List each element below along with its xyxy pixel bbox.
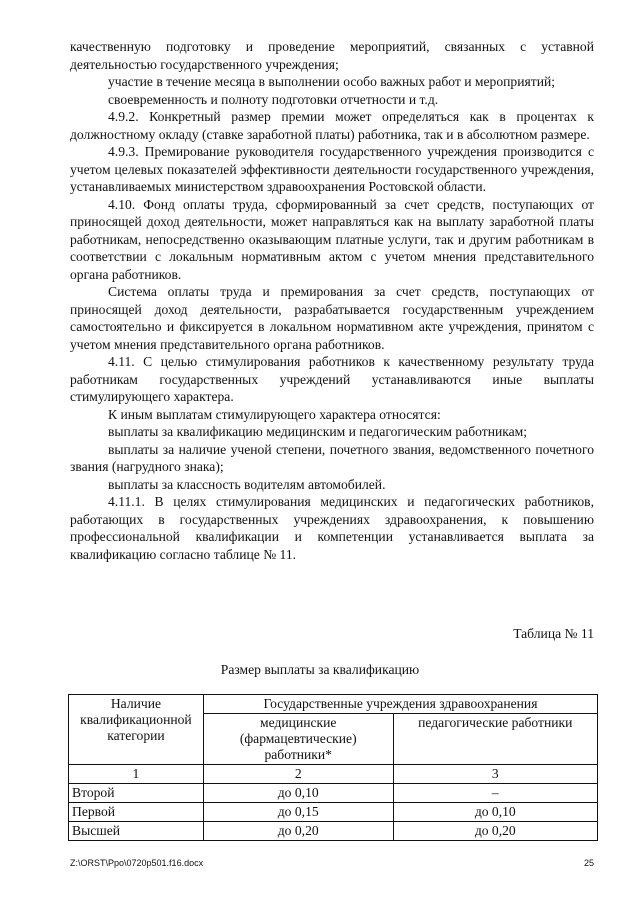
- column-number: 3: [393, 765, 597, 784]
- pedagogical-value-cell: –: [393, 784, 597, 803]
- paragraph: своевременность и полноту подготовки отчетности и т.д.: [108, 91, 439, 107]
- medical-value-cell: до 0,15: [203, 803, 393, 822]
- footer-file-path: Z:\ORST\Ppo\0720p501.f16.docx: [70, 858, 204, 868]
- paragraph: Система оплаты труда и премирования за счет средств, поступающих от приносящей доход деятельности, разрабатывается государственным учреждением самостоятельно и фиксируется в локальном нормативном акте учреждения, принятом с учетом мнения представительного органа работников.: [70, 284, 594, 352]
- pedagogical-value-cell: до 0,20: [393, 822, 597, 841]
- category-cell: Высшей: [69, 822, 204, 841]
- paragraph: 4.11. С целью стимулирования работников к качественному результату труда работникам государственных учреждений устанавливаются иные выплаты стимулирующего характера.: [70, 354, 594, 404]
- body-text: [70, 38, 594, 563]
- medical-value-cell: до 0,10: [203, 784, 393, 803]
- paragraph: выплаты за наличие ученой степени, почетного звания, ведомственного почетного звания (нагрудного знака);: [70, 441, 594, 474]
- qualification-table: [68, 694, 598, 841]
- header-pedagogical: педагогические работники: [393, 714, 597, 765]
- paragraph: 4.10. Фонд оплаты труда, сформированный за счет средств, поступающих от приносящей доход деятельности, может направляться как на выплату заработной платы работникам, непосредственно оказывающим платные услуги, так и другим работникам в соответствии с локальным нормативным актом с учетом мнения представительного органа работников.: [70, 196, 594, 282]
- table-row: [69, 803, 598, 822]
- category-cell: Первой: [69, 803, 204, 822]
- paragraph: 4.9.3. Премирование руководителя государственного учреждения производится с учетом целевых показателей эффективности деятельности государственного учреждения, устанавливаемых министерством здравоохранения Ростовской области.: [70, 144, 594, 194]
- paragraph: выплаты за квалификацию медицинским и педагогическим работникам;: [108, 424, 528, 439]
- header-category: Наличие квалификационной категории: [69, 695, 204, 765]
- header-medical: медицинские (фармацевтические) работники*: [203, 714, 393, 765]
- medical-value-cell: до 0,20: [203, 822, 393, 841]
- column-number: 1: [69, 765, 204, 784]
- paragraph: 4.11.1. В целях стимулирования медицинских и педагогических работников, работающих в государственных учреждениях здравоохранения, к повышению профессиональной квалификации и компетенции устанавливается выплата за квалификацию согласно таблице № 11.: [70, 494, 594, 562]
- category-cell: Второй: [69, 784, 204, 803]
- header-institutions: Государственные учреждения здравоохранения: [203, 695, 597, 714]
- table-row: [69, 784, 598, 803]
- table-title: Размер выплаты за квалификацию: [220, 662, 420, 677]
- paragraph: выплаты за классность водителям автомобилей.: [108, 476, 386, 492]
- paragraph: участие в течение месяца в выполнении особо важных работ и мероприятий;: [108, 74, 556, 89]
- table-row: [69, 822, 598, 841]
- column-number: 2: [203, 765, 393, 784]
- footer-page-number: 25: [583, 858, 594, 868]
- pedagogical-value-cell: до 0,10: [393, 803, 597, 822]
- paragraph: К иным выплатам стимулирующего характера относятся:: [108, 406, 441, 422]
- paragraph: 4.9.2. Конкретный размер премии может определяться как в процентах к должностному окладу (ставке заработной платы) работника, так и в абсолютном размере.: [70, 109, 594, 142]
- table-number-row: [69, 765, 598, 784]
- table-label: Таблица № 11: [513, 626, 594, 641]
- paragraph: качественную подготовку и проведение мероприятий, связанных с уставной деятельностью государственного учреждения;: [70, 39, 594, 72]
- table-header-row: [69, 695, 598, 714]
